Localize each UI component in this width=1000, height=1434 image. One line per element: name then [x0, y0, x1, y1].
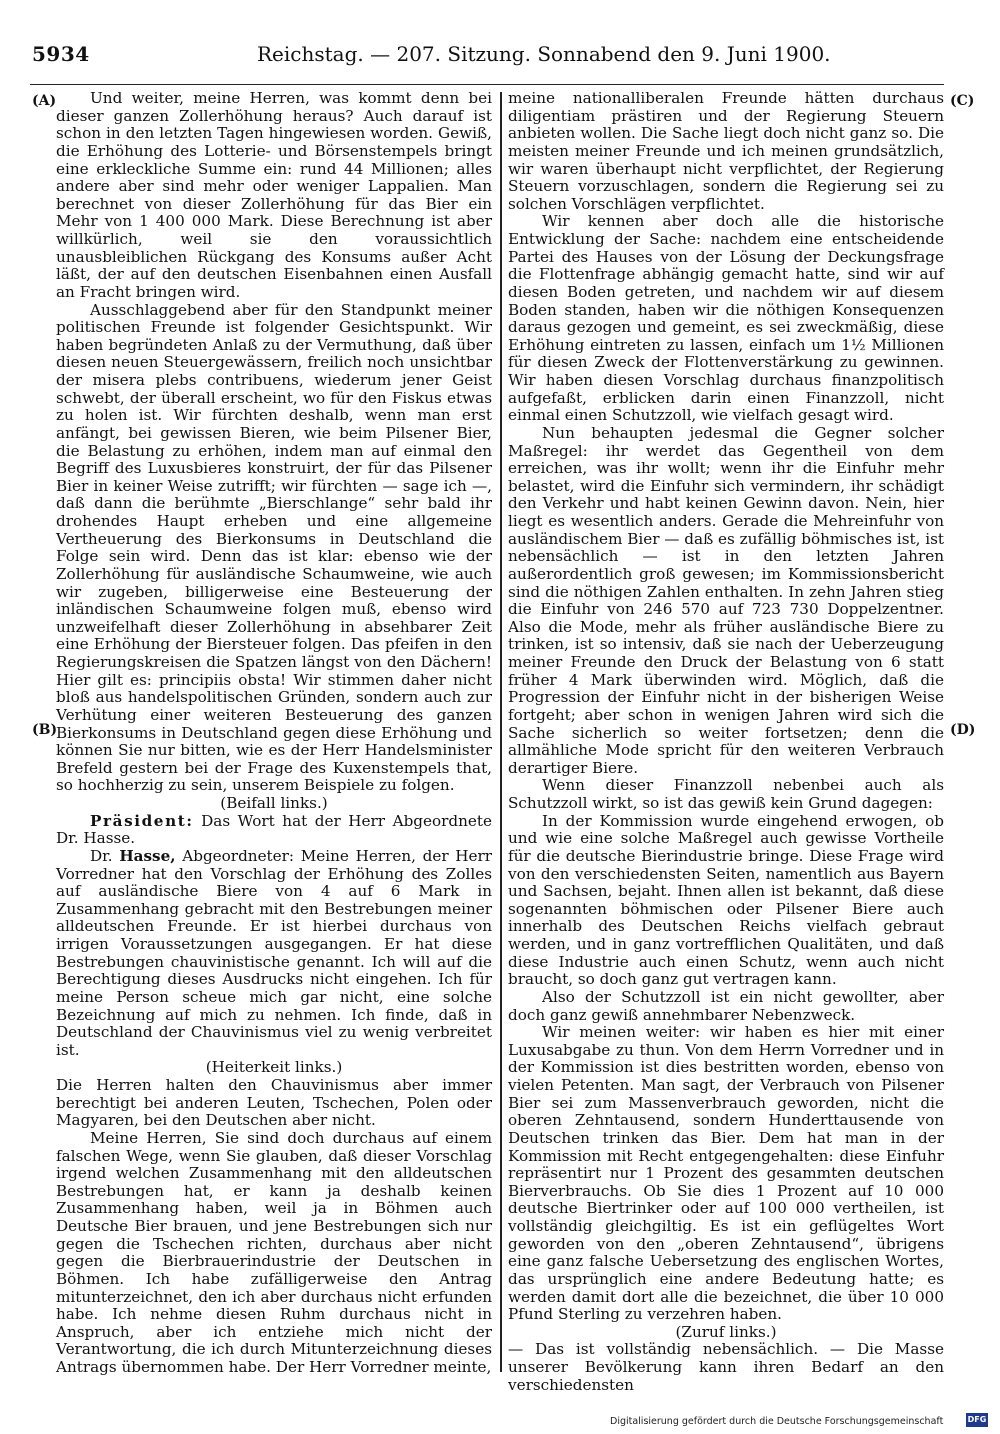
column-divider [500, 92, 502, 1372]
paragraph: Ausschlaggebend aber für den Standpunkt meiner politischen Freunde ist folgender Gesichtspunkt. Wir haben begründeten Anlaß zu der Vermuthung, daß über diesen neuen Steuergewässern, freilich noch unsichtbar der misera plebs contribuens, wiederum jener Geist schwebt, der überall erscheint, wo für den Fiskus etwas zu holen ist. Wir fürchten deshalb, wenn man erst anfängt, bei gewissen Bieren, wie beim Pilsener Bier, die Belastung zu erhöhen, indem man auf einmal den Begriff des Luxusbieres konstruirt, der für das Pilsener Bier in keiner Weise zutrifft; wir fürchten — sage ich —, daß dann die berühmte „Bierschlange“ sehr bald ihr drohendes Haupt erheben und eine allgemeine Vertheuerung des Bierkonsums in Deutschland die Folge sein wird. Denn das ist klar: ebenso wie der Zollerhöhung für ausländische Schaumweine, wie auch wir zugeben, billigerweise eine Besteuerung der inländischen Schaumweine folgen muß, ebenso wird unzweifelhaft dieser Zollerhöhung in absehbarer Zeit eine Erhöhung der Biersteuer folgen. Das pfeifen in den Regierungskreisen die Spatzen längst von den Dächern! Hier gilt es: principiis obsta! Wir stimmen daher nicht bloß aus handelspolitischen Gründen, sondern auch zur Verhütung einer weiteren Besteuerung des ganzen Bierkonsums in Deutschland gegen diese Erhöhung und können Sie nur bitten, wie es der Herr Handelsminister Brefeld gestern bei der Frage des Kuxenstempels that, so hochherzig zu sein, unserem Beispiele zu folgen. [56, 300, 492, 795]
paragraph: Wenn dieser Finanzzoll nebenbei auch als Schutzzoll wirkt, so ist das gewiß kein Grund dagegen: [508, 776, 944, 812]
stage-direction: (Zuruf links.) [675, 1322, 777, 1341]
margin-marker-a: (A) [32, 93, 57, 109]
paragraph: — Das ist vollständig nebensächlich. — Die Masse unserer Bevölkerung kann ihren Bedarf an den verschiedensten [508, 1340, 944, 1394]
speaker-label: Präsident: [90, 811, 194, 830]
paragraph: Nun behaupten jedesmal die Gegner solcher Maßregel: ihr werdet das Gegentheil von dem erreichen, was ihr wollt; wenn ihr die Einfuhr mehr belastet, wird die Einfuhr sich vermindern, ihr schädigt den Verkehr und habt keinen Gewinn davon. Nein, hier liegt es wesentlich anders. Gerade die Mehreinfuhr von ausländischem Bier — daß es zufällig böhmisches ist, ist nebensächlich — ist in den letzten Jahren außerordentlich groß gewesen; im Kommissionsbericht sind die nöthigen Zahlen enthalten. In zehn Jahren stieg die Einfuhr von 246 570 auf 723 730 Doppelzentner. Also die Mode, mehr als früher ausländische Biere zu trinken, ist so intensiv, daß sie nach der Ueberzeugung meiner Freunde den Druck der Belastung von 6 statt früher 4 Mark überwinden wird. Möglich, daß die Progression der Einfuhr nicht in der bisherigen Weise fortgeht; aber schon in wenigen Jahren wird sich die Sache sicherlich so weiter fortsetzen; denn die allmähliche Mode spricht für den weiteren Verbrauch derartiger Biere. [508, 423, 945, 777]
speech-start [56, 848, 492, 1060]
left-column [56, 90, 492, 1377]
paragraph: In der Kommission wurde eingehend erwogen, ob und wie eine solche Maßregel auch gewisse Vortheile für die deutsche Bierindustrie bringe. Diese Frage wird von den verschiedensten Seiten, namentlich aus Bayern und Sachsen, bejaht. Ihnen allen ist bekannt, daß diese sogenannten böhmischen oder Pilsener Biere auch innerhalb des Deutschen Reichs vielfach gebraut werden, und in ganz vortrefflichen Qualitäten, und daß diese Industrie auch einen Schutz, wenn auch nicht braucht, so doch ganz gut vertragen kann. [508, 811, 944, 989]
president-remark [56, 813, 492, 848]
paragraph: Meine Herren, Sie sind doch durchaus auf einem falschen Wege, wenn Sie glauben, daß dieser Vorschlag irgend welchen Zusammenhang mit den alldeutschen Bestrebungen hat, er kann ja deshalb keinen Zusammenhang haben, weil ja in Böhmen auch Deutsche Bier brauen, und jene Bestrebungen sich nur gegen die Tschechen richten, durchaus aber nicht gegen die Bierbrauerindustrie der Deutschen in Böhmen. Ich habe zufälligerweise den Antrag mitunterzeichnet, den ich aber durchaus nicht erfunden habe. Ich nehme diesen Ruhm durchaus nicht in Anspruch, aber ich entziehe mich nicht der Verantwortung, die ich durch Mitunterzeichnung dieses Antrags übernommen habe. Der Herr Vorredner meinte, [56, 1128, 492, 1376]
stage-direction: (Beifall links.) [220, 794, 328, 812]
running-title: Reichstag. — 207. Sitzung. Sonnabend den 9. Juni 1900. [257, 42, 831, 66]
header-rule [30, 84, 944, 85]
margin-marker-d: (D) [950, 722, 976, 738]
digitization-credit: Digitalisierung gefördert durch die Deutsche Forschungsgemeinschaft [610, 1416, 944, 1427]
paragraph: Wir kennen aber doch alle die historische Entwicklung der Sache: nachdem eine entscheidende Partei des Hauses von der Lösung der Deckungsfrage die Flottenfrage abhängig gemacht hatte, sind wir auf diesen Boden getreten, und nachdem wir auf diesem Boden standen, haben wir die nöthigen Konsequenzen daraus gezogen und gemeint, es sei zweckmäßig, diese Erhöhung eintreten zu lassen, einfach um 1½ Millionen für diesen Zweck der Flottenverstärkung zu gewinnen. Wir haben diesen Vorschlag durchaus finanzpolitisch aufgefaßt, erblicken darin einen Finanzzoll, nicht einmal einen Schutzzoll, wie vielfach gesagt wird. [508, 212, 944, 425]
paragraph: Also der Schutzzoll ist ein nicht gewollter, aber doch ganz gewiß annehmbarer Nebenzweck. [508, 987, 944, 1024]
stage-direction: (Heiterkeit links.) [205, 1058, 343, 1077]
right-column [508, 90, 944, 1394]
margin-marker-b: (B) [32, 722, 58, 738]
page-header [32, 42, 831, 70]
dfg-logo: DFG [966, 1413, 988, 1427]
paragraph: Und weiter, meine Herren, was kommt denn bei dieser ganzen Zollerhöhung heraus? Auch darauf ist schon in den letzten Tagen hingewiesen worden. Gewiß, die Erhöhung des Lotterie- und Börsenstempels bringt eine erkleckliche Summe ein: rund 44 Millionen; alles andere aber sind mehr oder weniger Lappalien. Man berechnet von dieser Zollerhöhung für das Bier ein Mehr von 1 400 000 Mark. Diese Berechnung ist aber willkürlich, weil sie den voraussichtlich unausbleiblichen Rückgang des Konsums außer Acht läßt, der auf den deutschen Eisenbahnen einen Ausfall an Fracht bringen wird. [56, 89, 492, 301]
speaker-title: Dr. [90, 846, 113, 865]
paragraph: Abgeordneter: Meine Herren, der Herr Vorredner hat den Vorschlag der Erhöhung des Zolles auf ausländische Biere von 4 auf 6 Mark in Zusammenhang gebracht mit den Bestrebungen meiner alldeutschen Freunde. Er ist hierbei durchaus von irrigen Voraussetzungen ausgegangen. Er hat diese Bestrebungen chauvinistische genannt. Ich will auf die Berechtigung dieses Ausdrucks nicht eingehen. Ich für meine Person scheue mich gar nicht, eine solche Bezeichnung auf mich zu nehmen. Ich finde, daß in Deutschland der Chauvinismus viel zu wenig verbreitet ist. [56, 846, 493, 1059]
paragraph: Wir meinen weiter: wir haben es hier mit einer Luxusabgabe zu thun. Von dem Herrn Vorredner und in der Kommission ist dies bestritten worden, ebenso von vielen Petenten. Man sagt, der Verbrauch von Pilsener Bier sei zum Massenverbrauch geworden, nicht die oberen Zehntausend, sondern Hunderttausende von Deutschen trinken das Bier. Dem hat man in der Kommission mit Recht entgegengehalten: diese Einfuhr repräsentirt nur 1 Prozent des gesammten deutschen Bierverbrauchs. Ob Sie dies 1 Prozent auf 10 000 deutsche Biertrinker oder auf 100 000 vertheilen, ist vollständig gleichgiltig. Es ist ein geflügeltes Wort geworden von den „oberen Zehntausend“, übrigens eine ganz falsche Uebersetzung des englischen Wortes, das ursprünglich eine andere Bedeutung hatte; es werden damit dort alle die bezeichnet, die über 10 000 Pfund Sterling zu verzehren haben. [508, 1023, 944, 1324]
margin-marker-c: (C) [950, 93, 975, 109]
speaker-name: Hasse, [119, 846, 176, 865]
paragraph: Die Herren halten den Chauvinismus aber immer berechtigt bei anderen Leuten, Tschechen, Polen oder Magyaren, bei den Deutschen aber nicht. [56, 1076, 492, 1130]
president-text: Das Wort hat der Herr Abgeordnete Dr. Hasse. [56, 811, 492, 848]
paragraph: meine nationalliberalen Freunde hätten durchaus diligentiam prästiren und der Regierung Steuern anbieten wollen. Die Sache liegt doch nicht ganz so. Die meisten meiner Freunde und ich meinen grundsätzlich, wir waren überhaupt nicht verpflichtet, der Regierung Steuern vorzuschlagen, sondern die Regierung sei zu solchen Vorschlägen verpflichtet. [508, 89, 944, 213]
page-number: 5934 [32, 42, 90, 66]
